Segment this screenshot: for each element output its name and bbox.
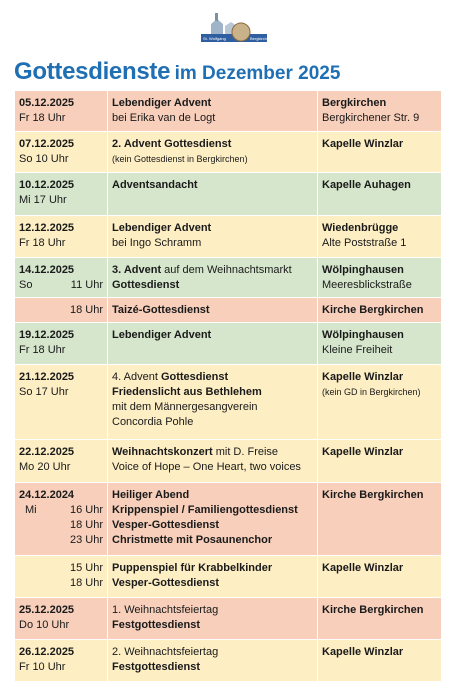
event-title-rest: auf dem Weihnachtsmarkt	[161, 264, 292, 276]
event-title: 2. Weihnachtsfeiertag	[112, 646, 219, 658]
date: 26.12.2025	[19, 646, 75, 658]
table-row	[15, 173, 442, 216]
date: 05.12.2025	[19, 97, 75, 109]
event-title-2: Festgottesdienst	[112, 661, 201, 673]
date: 19.12.2025	[19, 329, 75, 341]
place-detail: Bergkirchener Str. 9	[322, 112, 420, 124]
event-title: Gottesdienst	[160, 371, 229, 383]
time: 16 Uhr	[69, 504, 103, 516]
event-title-2: Festgottesdienst	[112, 619, 201, 631]
place-detail: (kein GD in Bergkirchen)	[322, 387, 421, 397]
svg-text:St. Wolfgang: St. Wolfgang	[203, 36, 226, 41]
place: Kapelle Winzlar	[322, 562, 404, 574]
event-title: Adventsandacht	[112, 179, 198, 191]
event-title: Weihnachtskonzert	[112, 446, 213, 458]
place-detail: Meeresblickstraße	[322, 279, 412, 291]
event-title: Taizé-Gottesdienst	[112, 304, 210, 316]
place: Kapelle Auhagen	[322, 179, 411, 191]
day-time: Do 10 Uhr	[19, 619, 70, 631]
event-title-rest: mit D. Freise	[212, 446, 279, 458]
event-title-2: Friedenslicht aus Bethlehem	[112, 386, 262, 398]
event-line: Christmette mit Posaunenchor	[112, 534, 273, 546]
place: Wölpinghausen	[322, 329, 404, 341]
place: Kirche Bergkirchen	[322, 304, 424, 316]
table-row	[15, 440, 442, 483]
day-time: So 17 Uhr	[19, 386, 69, 398]
event-line: Vesper-Gottesdienst	[112, 577, 219, 589]
event-title: 3. Advent	[112, 264, 162, 276]
table-row	[15, 91, 442, 132]
date: 12.12.2025	[19, 222, 75, 234]
date: 21.12.2025	[19, 371, 75, 383]
place: Kapelle Winzlar	[322, 138, 404, 150]
event-title-prefix: 4. Advent	[112, 371, 161, 383]
event-title: Lebendiger Advent	[112, 329, 212, 341]
event-detail: bei Erika van de Logt	[112, 112, 216, 124]
time: 23 Uhr	[69, 534, 103, 546]
day-time: Fr 18 Uhr	[19, 344, 66, 356]
event-line: Vesper-Gottesdienst	[112, 519, 219, 531]
time: 11 Uhr	[70, 279, 103, 291]
title-sub: im Dezember 2025	[174, 63, 341, 84]
place: Kapelle Winzlar	[322, 446, 404, 458]
event-title: Lebendiger Advent	[112, 222, 212, 234]
place: Kirche Bergkirchen	[322, 604, 424, 616]
day: Mi	[25, 504, 37, 516]
event-detail: mit dem Männergesangverein	[112, 401, 258, 413]
table-row	[15, 258, 442, 298]
date: 14.12.2025	[19, 264, 75, 276]
time: 18 Uhr	[69, 577, 103, 589]
time: 18 Uhr	[69, 304, 103, 316]
time: 15 Uhr	[69, 562, 103, 574]
event-title-2: Gottesdienst	[112, 279, 180, 291]
date: 07.12.2025	[19, 138, 75, 150]
place: Kapelle Winzlar	[322, 371, 404, 383]
church-logo	[201, 10, 272, 46]
event-title: Heiliger Abend	[112, 489, 190, 501]
schedule-table	[14, 90, 442, 682]
table-row	[15, 483, 442, 556]
place-detail: Alte Poststraße 1	[322, 237, 407, 249]
day-time: Fr 18 Uhr	[19, 237, 66, 249]
event-detail: bei Ingo Schramm	[112, 237, 202, 249]
place: Wiedenbrügge	[322, 222, 399, 234]
title-main: Gottesdienste	[14, 58, 171, 85]
event-line: Puppenspiel für Krabbelkinder	[112, 562, 273, 574]
event-detail-2: Concordia Pohle	[112, 416, 194, 428]
table-row	[15, 298, 442, 323]
day: So	[19, 279, 33, 291]
event-detail: Voice of Hope – One Heart, two voices	[112, 461, 301, 473]
event-line: Krippenspiel / Familiengottesdienst	[112, 504, 298, 516]
table-row	[15, 556, 442, 598]
place: Wölpinghausen	[322, 264, 404, 276]
table-row	[15, 132, 442, 173]
day-time: Fr 18 Uhr	[19, 112, 66, 124]
table-row	[15, 598, 442, 640]
day-time: Mi 17 Uhr	[19, 194, 67, 206]
place: Kapelle Winzlar	[322, 646, 404, 658]
event-detail: (kein Gottesdienst in Bergkirchen)	[112, 154, 248, 164]
event-title: 1. Weihnachtsfeiertag	[112, 604, 219, 616]
day-time: So 10 Uhr	[19, 153, 69, 165]
page-title	[14, 58, 340, 86]
event-title: 2. Advent Gottesdienst	[112, 138, 232, 150]
svg-text:Bergkirchen: Bergkirchen	[250, 36, 272, 41]
table-row	[15, 216, 442, 258]
date: 25.12.2025	[19, 604, 75, 616]
event-title: Lebendiger Advent	[112, 97, 212, 109]
table-row	[15, 640, 442, 682]
date: 22.12.2025	[19, 446, 75, 458]
day-time: Fr 10 Uhr	[19, 661, 66, 673]
table-row	[15, 365, 442, 440]
place: Bergkirchen	[322, 97, 387, 109]
place: Kirche Bergkirchen	[322, 489, 424, 501]
time: 18 Uhr	[69, 519, 103, 531]
place-detail: Kleine Freiheit	[322, 344, 393, 356]
date: 10.12.2025	[19, 179, 75, 191]
date: 24.12.2024	[19, 489, 75, 501]
table-row	[15, 323, 442, 365]
day-time: Mo 20 Uhr	[19, 461, 71, 473]
